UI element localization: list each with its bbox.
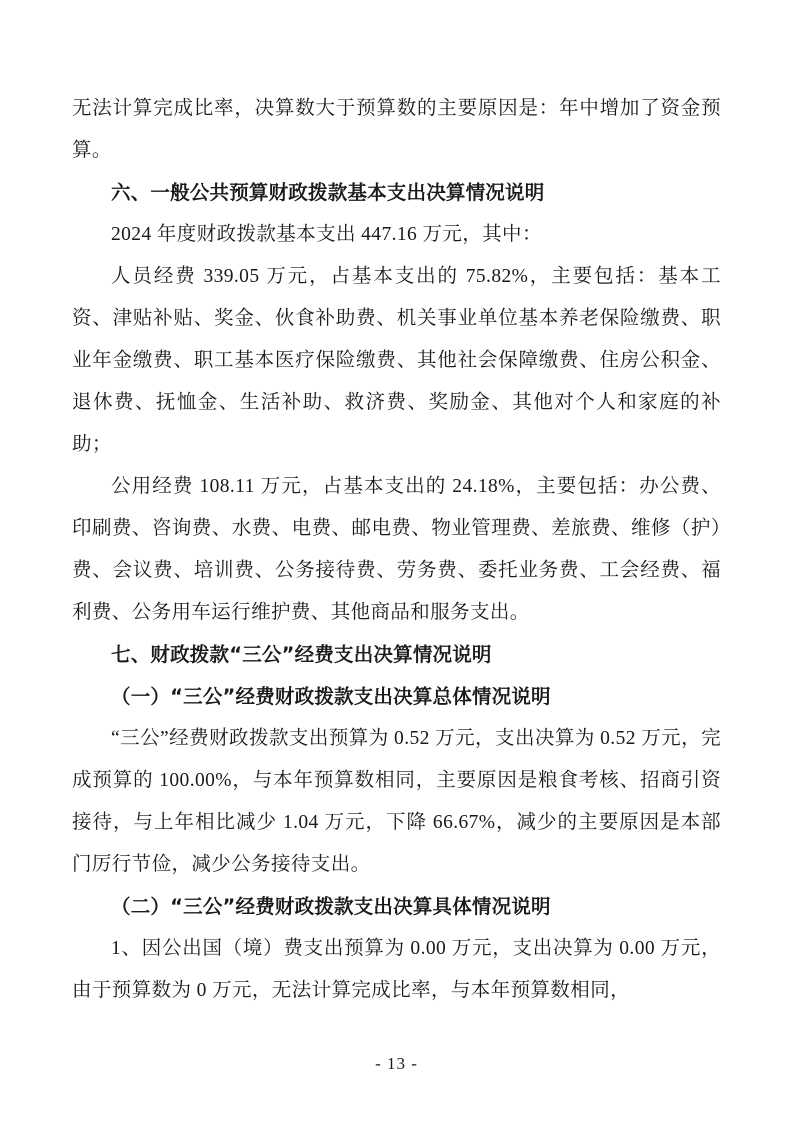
paragraph-three-public-overall: “三公”经费财政拨款支出预算为 0.52 万元，支出决算为 0.52 万元，完成预算的 100.00%，与本年预算数相同，主要原因是粮食考核、招商引资接待，与上年相比减少 1.04 万元，下降 66.67%，减少的主要原因是本部门厉行节俭，减少公务接待支出。	[72, 728, 721, 875]
paragraph-overseas-travel-expense: 1、因公出国（境）费支出预算为 0.00 万元，支出决算为 0.00 万元，由于预算数为 0 万元，无法计算完成比率，与本年预算数相同，	[72, 938, 721, 1001]
document-body	[72, 88, 721, 1012]
paragraph-personnel-expenses: 人员经费 339.05 万元，占基本支出的 75.82%，主要包括：基本工资、津贴补贴、奖金、伙食补助费、机关事业单位基本养老保险缴费、职业年金缴费、职工基本医疗保险缴费、其他社会保障缴费、住房公积金、退休费、抚恤金、生活补助、救济费、奖励金、其他对个人和家庭的补助；	[72, 266, 721, 455]
section-heading-seven: 七、财政拨款“三公”经费支出决算情况说明	[111, 643, 492, 666]
page-number: - 13 -	[375, 1054, 418, 1073]
paragraph-basic-expenditure-total: 2024 年度财政拨款基本支出 447.16 万元，其中：	[111, 224, 542, 245]
paragraph-public-expenses: 公用经费 108.11 万元，占基本支出的 24.18%，主要包括：办公费、印刷费、咨询费、水费、电费、邮电费、物业管理费、差旅费、维修（护）费、会议费、培训费、公务接待费、劳务费、委托业务费、工会经费、福利费、公务用车运行维护费、其他商品和服务支出。	[72, 476, 721, 623]
paragraph-continued: 无法计算完成比率，决算数大于预算数的主要原因是：年中增加了资金预算。	[72, 98, 721, 161]
subsection-heading-two: （二）“三公”经费财政拨款支出决算具体情况说明	[111, 895, 551, 918]
section-heading-six: 六、一般公共预算财政拨款基本支出决算情况说明	[111, 181, 545, 204]
subsection-heading-one: （一）“三公”经费财政拨款支出决算总体情况说明	[111, 685, 551, 708]
